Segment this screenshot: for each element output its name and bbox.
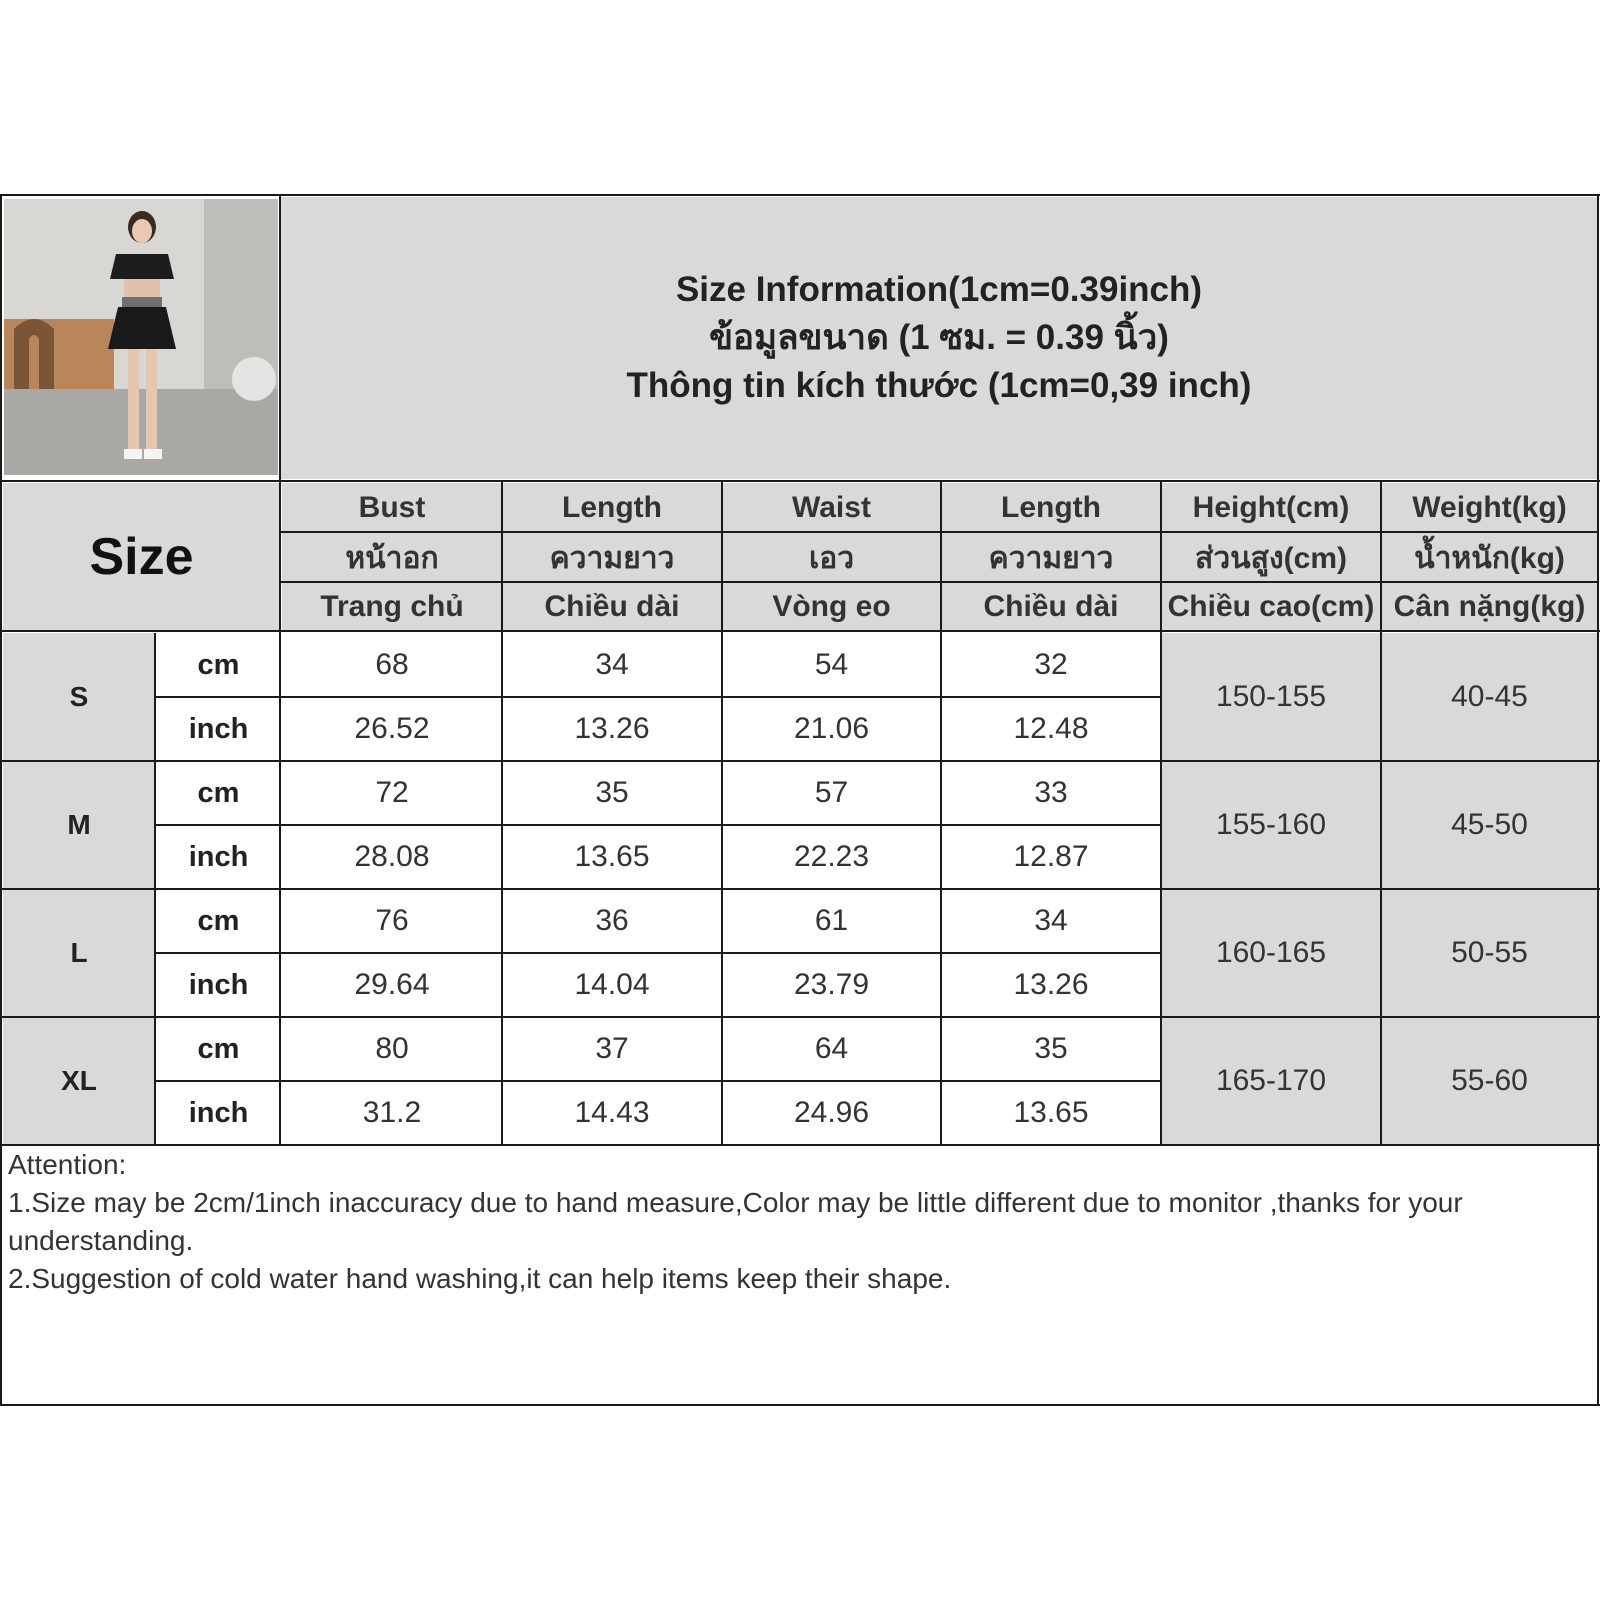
- column-header-weight-en-text: Weight(kg): [1412, 491, 1567, 524]
- divider-row-1: [0, 760, 1600, 762]
- value-inch-m-length-2-text: 12.87: [1013, 840, 1089, 873]
- column-header-height-vi: [1161, 583, 1381, 631]
- column-header-length-th-text: ความยาว: [549, 541, 675, 575]
- column-header-weight-vi-text: Cân nặng(kg): [1393, 590, 1586, 623]
- column-header-length-2-th-text: ความยาว: [988, 541, 1114, 575]
- column-header-length-vi-text: Chiều dài: [544, 590, 680, 623]
- note-1: 1.Size may be 2cm/1inch inaccuracy due to hand measure,Color may be little different due to monitor ,thanks for your understanding.: [8, 1187, 1463, 1256]
- value-cm-m-length-2-text: 33: [1034, 776, 1068, 809]
- height-range-xl: [1161, 1017, 1381, 1145]
- column-header-waist-en-text: Waist: [792, 491, 871, 524]
- value-inch-l-length: [502, 953, 722, 1017]
- note-2: 2.Suggestion of cold water hand washing,it can help items keep their shape.: [8, 1263, 952, 1294]
- value-inch-xl-bust: [282, 1081, 502, 1145]
- weight-range-m-text: 45-50: [1451, 808, 1528, 841]
- value-inch-xl-length-text: 14.43: [574, 1096, 650, 1129]
- height-range-m-text: 155-160: [1215, 808, 1327, 841]
- unit-cm-l-text: cm: [197, 904, 240, 937]
- size-label-l: [3, 889, 155, 1017]
- unit-cm-m: [155, 761, 282, 825]
- value-inch-xl-length-2-text: 13.65: [1013, 1096, 1089, 1129]
- value-inch-l-bust: [282, 953, 502, 1017]
- column-header-bust-vi-text: Trang chủ: [320, 590, 464, 623]
- unit-cm-l: [155, 889, 282, 953]
- column-header-bust-vi: [282, 583, 502, 631]
- value-cm-l-length-2: [941, 889, 1161, 953]
- value-cm-m-length-2: [941, 761, 1161, 825]
- unit-inch-xl-text: inch: [188, 1096, 249, 1129]
- value-cm-m-waist-text: 57: [814, 776, 849, 809]
- title-vietnamese: Thông tin kích thước (1cm=0,39 inch): [626, 366, 1252, 405]
- column-header-length-2-vi-text: Chiều dài: [983, 590, 1119, 623]
- column-header-length-2-th: [941, 533, 1161, 583]
- height-range-l-text: 160-165: [1215, 936, 1327, 969]
- column-header-length-2-en-text: Length: [1001, 491, 1101, 524]
- value-inch-xl-waist: [722, 1081, 941, 1145]
- value-cm-l-bust: [282, 889, 502, 953]
- height-range-xl-text: 165-170: [1215, 1064, 1327, 1097]
- value-cm-s-bust-text: 68: [375, 648, 409, 681]
- value-inch-s-bust-text: 26.52: [354, 712, 430, 745]
- value-cm-s-length-text: 34: [595, 648, 629, 681]
- unit-cm-xl-text: cm: [197, 1032, 240, 1065]
- value-cm-xl-waist-text: 64: [814, 1032, 849, 1065]
- value-inch-xl-waist-text: 24.96: [793, 1096, 870, 1129]
- value-inch-m-bust-text: 28.08: [354, 840, 430, 873]
- column-header-length-2-vi: [941, 583, 1161, 631]
- column-header-height-th: [1161, 533, 1381, 583]
- size-label-m: [3, 761, 155, 889]
- column-header-waist-th: [722, 533, 941, 583]
- value-inch-l-waist: [722, 953, 941, 1017]
- value-inch-m-bust: [282, 825, 502, 889]
- value-inch-s-waist-text: 21.06: [793, 712, 870, 745]
- column-header-bust-en: [282, 483, 502, 533]
- unit-inch-m: [155, 825, 282, 889]
- unit-inch-xl: [155, 1081, 282, 1145]
- value-cm-xl-length-2: [941, 1017, 1161, 1081]
- size-label-xl-text: XL: [61, 1065, 97, 1096]
- value-inch-l-length-2: [941, 953, 1161, 1017]
- unit-cm-m-text: cm: [197, 776, 240, 809]
- border-right: [1597, 194, 1599, 1406]
- unit-inch-m-text: inch: [188, 840, 249, 873]
- value-inch-xl-length: [502, 1081, 722, 1145]
- value-cm-l-waist: [722, 889, 941, 953]
- value-inch-m-waist: [722, 825, 941, 889]
- column-header-height-th-text: ส่วนสูง(cm): [1195, 541, 1347, 575]
- column-header-length-2-en: [941, 483, 1161, 533]
- value-inch-m-length-text: 13.65: [574, 840, 650, 873]
- title-box: [280, 197, 1598, 479]
- weight-range-s-text: 40-45: [1451, 680, 1528, 713]
- column-header-waist-en: [722, 483, 941, 533]
- divider-header-top: [0, 480, 1600, 482]
- value-inch-s-length-2: [941, 697, 1161, 761]
- size-label-xl: [3, 1017, 155, 1145]
- column-header-length-en: [502, 483, 722, 533]
- size-header-cell: [3, 483, 280, 631]
- height-range-l: [1161, 889, 1381, 1017]
- value-inch-s-length-2-text: 12.48: [1013, 712, 1089, 745]
- height-range-s-text: 150-155: [1215, 680, 1327, 713]
- value-cm-l-bust-text: 76: [375, 904, 409, 937]
- border-top: [0, 194, 1600, 196]
- value-inch-l-length-text: 14.04: [574, 968, 650, 1001]
- height-range-m: [1161, 761, 1381, 889]
- weight-range-m: [1381, 761, 1598, 889]
- value-cm-xl-length-text: 37: [595, 1032, 629, 1065]
- weight-range-l: [1381, 889, 1598, 1017]
- unit-inch-l-text: inch: [188, 968, 249, 1001]
- divider-header-2: [280, 581, 1598, 583]
- value-cm-xl-bust: [282, 1017, 502, 1081]
- value-inch-s-length-text: 13.26: [574, 712, 650, 745]
- value-inch-l-bust-text: 29.64: [354, 968, 430, 1001]
- value-cm-m-length-text: 35: [595, 776, 629, 809]
- column-header-height-vi-text: Chiều cao(cm): [1167, 590, 1375, 623]
- height-range-s: [1161, 633, 1381, 761]
- value-cm-s-waist: [722, 633, 941, 697]
- unit-cm-s: [155, 633, 282, 697]
- unit-inch-l: [155, 953, 282, 1017]
- value-cm-s-waist-text: 54: [814, 648, 849, 681]
- size-header: Size: [89, 528, 194, 586]
- value-cm-xl-length-2-text: 35: [1034, 1032, 1068, 1065]
- column-header-height-en: [1161, 483, 1381, 533]
- divider-row-3: [0, 1016, 1600, 1018]
- divider-half-1: [155, 824, 1161, 826]
- value-inch-s-length: [502, 697, 722, 761]
- divider-half-3: [155, 1080, 1161, 1082]
- divider-photo: [279, 194, 281, 1145]
- title-thai: ข้อมูลขนาด (1 ซม. = 0.39 นิ้ว): [709, 318, 1169, 357]
- value-cm-l-length-text: 36: [595, 904, 629, 937]
- column-header-waist-vi: [722, 583, 941, 631]
- value-inch-m-waist-text: 22.23: [793, 840, 870, 873]
- size-label-l-text: L: [70, 937, 88, 968]
- divider-header-bottom: [0, 630, 1600, 632]
- value-cm-xl-length: [502, 1017, 722, 1081]
- value-cm-m-length: [502, 761, 722, 825]
- value-cm-xl-waist: [722, 1017, 941, 1081]
- value-inch-s-waist: [722, 697, 941, 761]
- value-cm-l-waist-text: 61: [814, 904, 849, 937]
- value-inch-m-length: [502, 825, 722, 889]
- title-english: Size Information(1cm=0.39inch): [675, 270, 1203, 309]
- value-cm-s-length: [502, 633, 722, 697]
- border-bottom: [0, 1404, 1600, 1406]
- product-photo: [4, 199, 278, 475]
- column-header-weight-vi: [1381, 583, 1598, 631]
- unit-cm-xl: [155, 1017, 282, 1081]
- divider-col-7: [1380, 480, 1382, 1145]
- unit-inch-s: [155, 697, 282, 761]
- value-cm-m-bust-text: 72: [375, 776, 409, 809]
- unit-inch-s-text: inch: [188, 712, 249, 745]
- column-header-bust-en-text: Bust: [358, 491, 426, 524]
- divider-row-2: [0, 888, 1600, 890]
- value-cm-s-length-2: [941, 633, 1161, 697]
- value-inch-xl-bust-text: 31.2: [362, 1096, 422, 1129]
- notes-heading: Attention:: [8, 1149, 127, 1180]
- value-cm-l-length: [502, 889, 722, 953]
- divider-half-0: [155, 696, 1161, 698]
- weight-range-xl: [1381, 1017, 1598, 1145]
- column-header-bust-th: [282, 533, 502, 583]
- value-inch-l-waist-text: 23.79: [793, 968, 870, 1001]
- value-inch-xl-length-2: [941, 1081, 1161, 1145]
- border-left: [0, 194, 2, 1406]
- weight-range-xl-text: 55-60: [1451, 1064, 1528, 1097]
- divider-col-4: [721, 480, 723, 1145]
- value-cm-l-length-2-text: 34: [1034, 904, 1068, 937]
- column-header-weight-th-text: น้ำหนัก(kg): [1414, 541, 1565, 575]
- column-header-bust-th-text: หน้าอก: [345, 541, 439, 575]
- value-cm-m-waist: [722, 761, 941, 825]
- value-inch-l-length-2-text: 13.26: [1013, 968, 1089, 1001]
- attention-notes: [8, 1146, 1588, 1298]
- size-label-m-text: M: [67, 809, 91, 840]
- column-header-length-th: [502, 533, 722, 583]
- column-header-length-en-text: Length: [562, 491, 662, 524]
- column-header-waist-th-text: เอว: [808, 541, 855, 575]
- value-cm-s-bust: [282, 633, 502, 697]
- divider-col-3: [501, 480, 503, 1145]
- weight-range-l-text: 50-55: [1451, 936, 1528, 969]
- column-header-length-vi: [502, 583, 722, 631]
- unit-cm-s-text: cm: [197, 648, 240, 681]
- value-inch-m-length-2: [941, 825, 1161, 889]
- column-header-height-en-text: Height(cm): [1192, 491, 1350, 524]
- divider-header-1: [280, 531, 1598, 533]
- column-header-weight-en: [1381, 483, 1598, 533]
- divider-col-5: [940, 480, 942, 1145]
- weight-range-s: [1381, 633, 1598, 761]
- column-header-waist-vi-text: Vòng eo: [772, 590, 891, 623]
- size-label-s-text: S: [69, 681, 89, 712]
- value-cm-xl-bust-text: 80: [375, 1032, 409, 1065]
- divider-col-6: [1160, 480, 1162, 1145]
- value-cm-m-bust: [282, 761, 502, 825]
- size-label-s: [3, 633, 155, 761]
- value-cm-s-length-2-text: 32: [1034, 648, 1068, 681]
- divider-half-2: [155, 952, 1161, 954]
- column-header-weight-th: [1381, 533, 1598, 583]
- value-inch-s-bust: [282, 697, 502, 761]
